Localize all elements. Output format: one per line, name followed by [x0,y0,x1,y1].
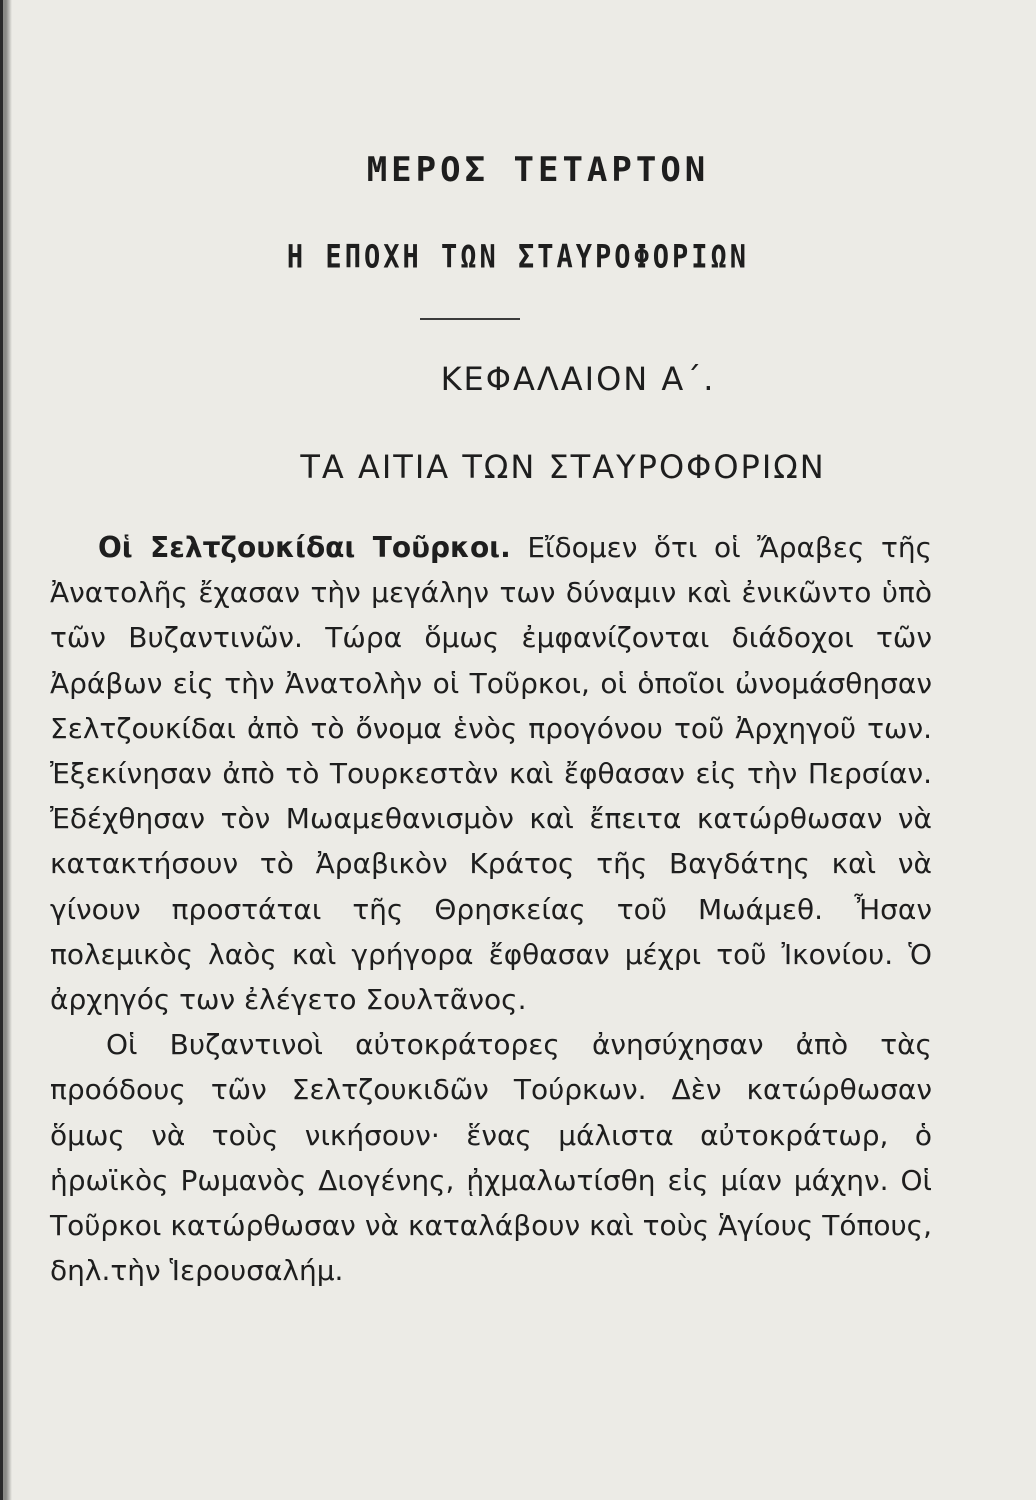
chapter-label: ΚΕΦΑΛΑΙΟΝ Α΄. [440,360,716,398]
paragraph-text: Εἴδομεν ὅτι οἱ Ἄραβες τῆς Ἀνατολῆς ἔχασαν τὴν μεγάλην των δύναμιν καὶ ἐνικῶντο ὑπὸ τῶν Βυζαντινῶν. Τώρα ὅμως ἐμφανίζονται διάδοχοι τῶν Ἀράβων εἰς τὴν Ἀνατολὴν οἱ Τοῦρκοι, οἱ ὁποῖοι ὠνομάσθησαν Σελτζουκίδαι ἀπὸ τὸ ὄνομα ἑνὸς προγόνου τοῦ Ἀρχηγοῦ των. Ἐξεκίνησαν ἀπὸ τὸ Τουρκεστὰν καὶ ἔφθασαν εἰς τὴν Περσίαν. Ἐδέχθησαν τὸν Μωαμεθανισμὸν καὶ ἔπειτα κατώρθωσαν νὰ κατακτήσουν τὸ Ἀραβικὸν Κράτος τῆς Βαγδάτης καὶ νὰ γίνουν προστάται τῆς Θρησκείας τοῦ Μωάμεθ. Ἦσαν πολεμικὸς λαὸς καὶ γρήγορα ἔφθασαν μέχρι τοῦ Ἰκονίου. Ὁ ἀρχηγός των ἐλέγετο Σουλτᾶνος. [50,531,932,1017]
chapter-title: ΤΑ ΑΙΤΙΑ ΤΩΝ ΣΤΑΥΡΟΦΟΡΙΩΝ [300,448,826,486]
part-subtitle: Η ΕΠΟΧΗ ΤΩΝ ΣΤΑΥΡΟΦΟΡΙΩΝ [286,238,750,277]
paragraph-text: Οἱ Βυζαντινοὶ αὐτοκράτορες ἀνησύχησαν ἀπὸ τὰς προόδους τῶν Σελτζουκιδῶν Τούρκων. Δὲν κατώρθωσαν ὅμως νὰ τοὺς νικήσουν· ἕνας μάλιστα αὐτοκράτωρ, ὁ ἡρωϊκὸς Ρωμανὸς Διογένης, ᾐχμαλωτίσθη εἰς μίαν μάχην. Οἱ Τοῦρκοι κατώρθωσαν νὰ καταλάβουν καὶ τοὺς Ἁγίους Τόπους, δηλ.τὴν Ἱερουσαλήμ. [50,1028,932,1288]
paragraph-lead: Οἱ Σελτζουκίδαι Τοῦρκοι. [98,531,511,564]
section-divider [420,318,520,320]
part-title: ΜΕΡΟΣ ΤΕΤΑΡΤΟΝ [366,150,710,190]
paragraph [50,525,932,1022]
body-text [50,525,932,1293]
page-binding-edge [0,0,12,1500]
paragraph [50,1022,932,1293]
